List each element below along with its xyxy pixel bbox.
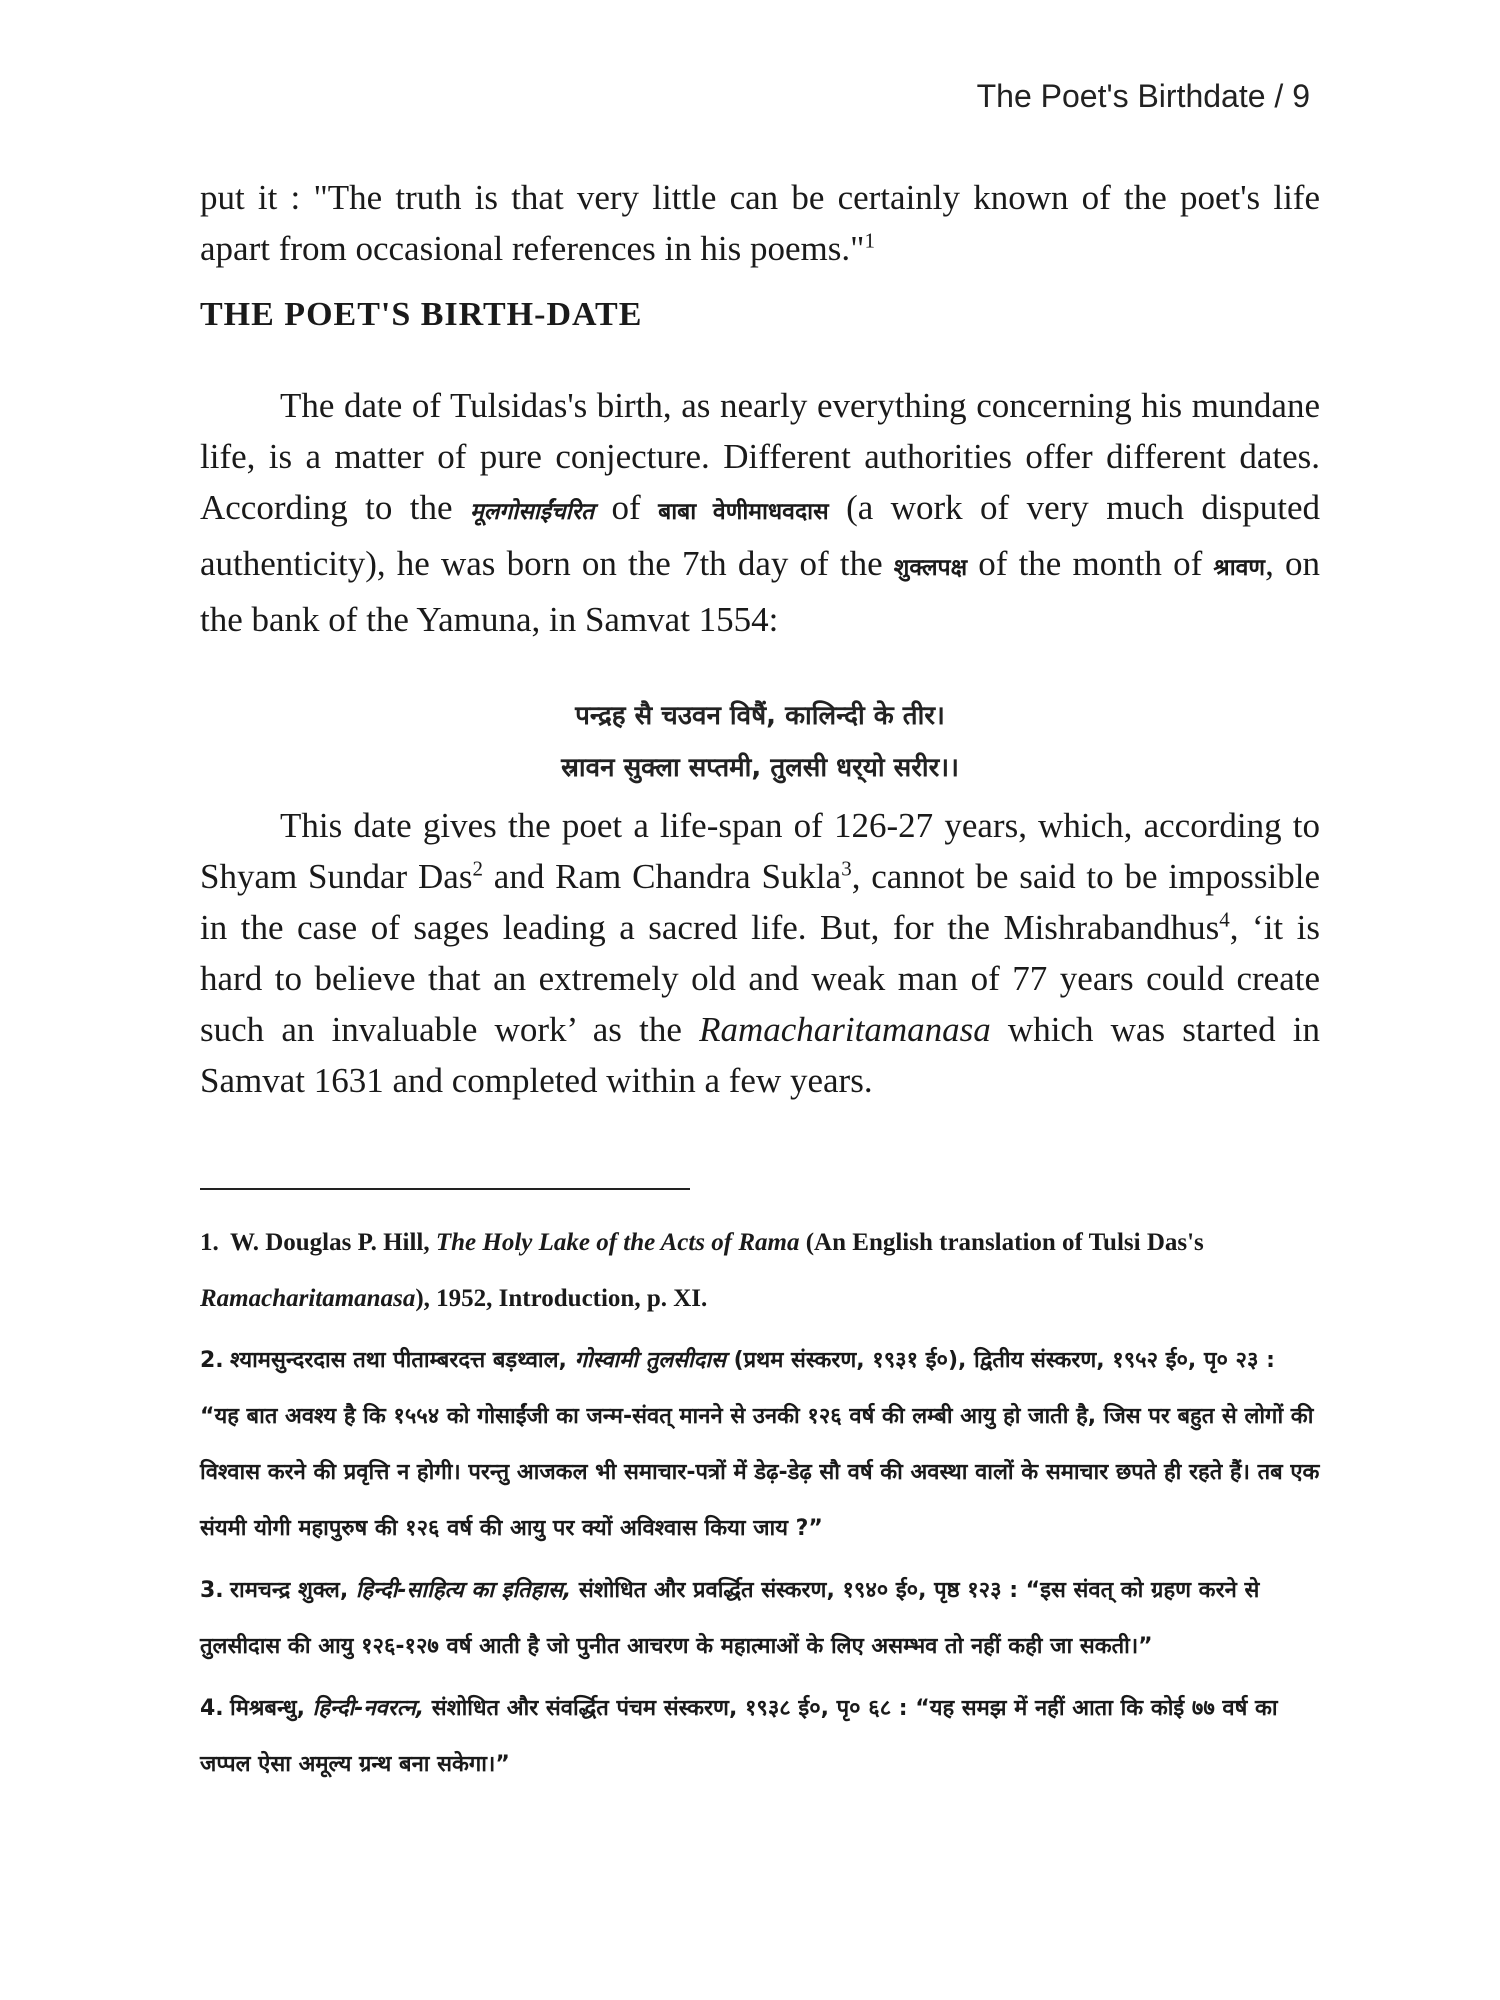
intro-text: put it : "The truth is that very little can be certainly known of the poet's life apart from occasional references in his poems." — [200, 178, 1320, 268]
section-heading: THE POET'S BIRTH-DATE — [200, 296, 643, 333]
footnote-1-title: The Holy Lake of the Acts of Rama — [435, 1229, 800, 1256]
verse-quotation — [200, 690, 1320, 794]
para2-text-a: This date gives the poet a life-span of 126-27 years, which, according to Shyam Sundar Das — [200, 806, 1320, 896]
footnotes — [200, 1215, 1320, 1799]
footnote-ref-1: 1 — [864, 228, 875, 253]
para1-text-e: , on the bank of the Yamuna, in Samvat 1554: — [200, 544, 1320, 639]
para2-text-e: which was started in Samvat 1631 and completed within a few years. — [200, 1010, 1320, 1100]
footnote-2-number: 2. — [200, 1348, 224, 1373]
running-head: The Poet's Birthdate / 9 — [976, 78, 1310, 114]
footnote-3-number: 3. — [200, 1578, 224, 1603]
intro-paragraph — [200, 172, 1320, 274]
para2-text-d: , ‘it is hard to believe that an extremely old and weak man of 77 years could create such an invaluable work’ as the — [200, 908, 1320, 1049]
footnote-3-title: हिन्दी-साहित्य का इतिहास, — [355, 1578, 572, 1603]
footnote-1-work: Ramacharitamanasa — [200, 1285, 416, 1312]
footnote-2-author: श्यामसुन्दरदास तथा पीताम्बरदत्त बड़थ्वाल, — [230, 1348, 575, 1373]
para1-text-a: The date of Tulsidas's birth, as nearly everything concerning his mundane life, is a matter of pure conjecture. Different authorities offer different dates. According to the — [200, 386, 1320, 527]
footnote-1-number: 1. — [200, 1229, 219, 1256]
para1-text-b: of — [594, 488, 659, 527]
para2-text-b: and Ram Chandra Sukla — [482, 857, 842, 896]
para2-italic-work: Ramacharitamanasa — [699, 1010, 991, 1049]
footnote-4-title: हिन्दी-नवरत्न, — [312, 1696, 425, 1721]
footnote-4-number: 4. — [200, 1696, 224, 1721]
footnote-divider — [200, 1188, 690, 1190]
footnote-3 — [200, 1563, 1320, 1675]
verse-line-2: स्रावन सुक्ला सप्तमी, तुलसी धर्‌यो सरीर।। — [561, 753, 959, 783]
footnote-1-text-b: (An English translation of Tulsi Das's — [799, 1229, 1204, 1256]
footnote-1-author: W. Douglas P. Hill, — [230, 1229, 436, 1256]
para1-text-c: (a work of very much disputed authenticity), he was born on the 7th day of the — [200, 488, 1320, 583]
footnote-1 — [200, 1215, 1320, 1327]
paragraph-birth-date — [200, 380, 1320, 645]
footnote-3-author: रामचन्द्र शुक्ल, — [230, 1578, 356, 1603]
para2-text-c: , cannot be said to be impossible in the case of sages leading a sacred life. But, for the Mishrabandhus — [200, 857, 1321, 947]
para1-hindi-month: श्रावण — [1213, 555, 1266, 581]
footnote-4-text: संशोधित और संवर्द्धित पंचम संस्करण, १९३८ ई०, पृ० ६८ : “यह समझ में नहीं आता कि कोई ७७ वर्ष का जप्पल ऐसा अमूल्य ग्रन्थ बना सकेगा।” — [200, 1696, 1278, 1777]
footnote-4-author: मिश्रबन्धु, — [230, 1696, 313, 1721]
footnote-2-text: (प्रथम संस्करण, १९३१ ई०), द्वितीय संस्करण, १९५२ ई०, पृ० २३ : “यह बात अवश्य है कि १५५४ को गोसाईंजी का जन्म-संवत् मानने से उनकी १२६ वर्ष की लम्बी आयु हो जाती है, जिस पर बहुत से लोगों की विश्वास करने की प्रवृत्ति न होगी। परन्तु आजकल भी समाचार-पत्रों में डेढ़-डेढ़ सौ वर्ष की अवस्था वालों के समाचार छपते ही रहते हैं। तब एक संयमी योगी महापुरुष की १२६ वर्ष की आयु पर क्यों अविश्वास किया जाय ?” — [200, 1348, 1320, 1541]
para1-hindi-title: मूलगोसाईंचरित — [469, 499, 595, 525]
footnote-ref-2: 2 — [472, 856, 483, 881]
footnote-3-text: संशोधित और प्रवर्द्धित संस्करण, १९४० ई०, पृष्ठ १२३ : “इस संवत् को ग्रहण करने से तुलसीदास की आयु १२६-१२७ वर्ष आती है जो पुनीत आचरण के महात्माओं के लिए असम्भव तो नहीं कही जा सकती।” — [200, 1578, 1260, 1659]
para1-hindi-fortnight: शुक्लपक्ष — [893, 555, 968, 581]
footnote-1-text-c: ), 1952, Introduction, p. XI. — [415, 1285, 708, 1312]
verse-line-1: पन्द्रह सै चउवन विषैं, कालिन्दी के तीर। — [575, 701, 945, 731]
footnote-2-title: गोस्वामी तुलसीदास — [574, 1348, 726, 1373]
footnote-ref-3: 3 — [841, 856, 852, 881]
footnote-2 — [200, 1333, 1320, 1557]
para1-text-d: of the month of — [967, 544, 1214, 583]
para1-hindi-author: बाबा वेणीमाधवदास — [658, 499, 829, 525]
footnote-ref-4: 4 — [1219, 907, 1230, 932]
footnote-4 — [200, 1681, 1320, 1793]
paragraph-life-span — [200, 800, 1320, 1106]
